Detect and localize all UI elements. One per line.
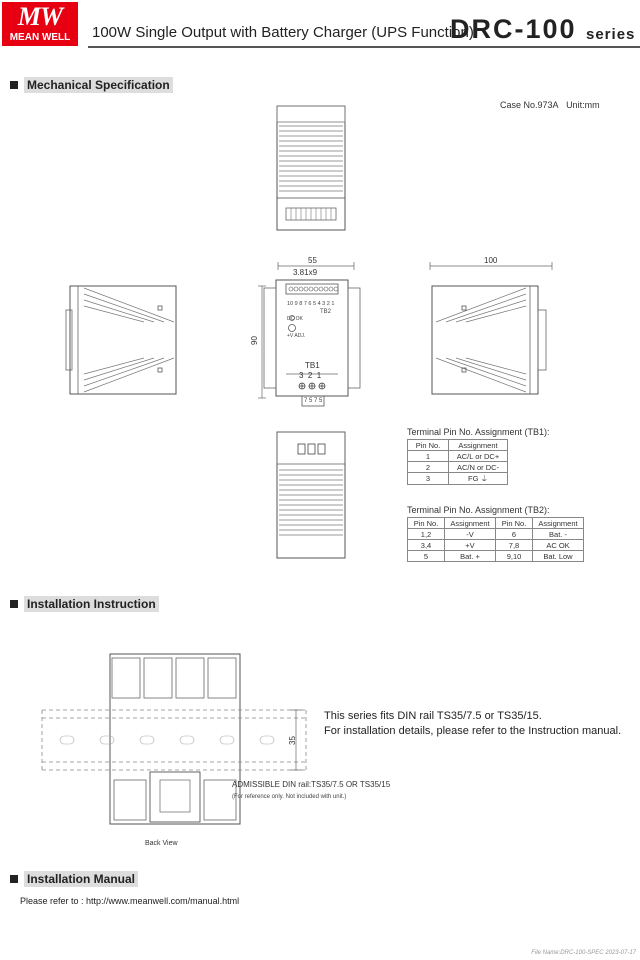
bullet-square	[10, 81, 18, 89]
manual-link-text[interactable]: Please refer to : http://www.meanwell.com/manual.html	[20, 896, 240, 906]
table-cell: AC/L or DC+	[449, 451, 508, 462]
dim-90-line	[258, 284, 266, 400]
table-row	[408, 551, 584, 562]
header-cell: Pin No.	[408, 518, 445, 529]
table-cell: Bat. Low	[533, 551, 584, 562]
table-row	[408, 462, 508, 473]
din-rail-back-view-drawing	[40, 650, 310, 830]
dim-35: 35	[287, 736, 297, 745]
table-cell: AC/N or DC-	[449, 462, 508, 473]
tb1-label: TB1	[305, 361, 320, 370]
dim-pitch: 3.81x9	[293, 268, 318, 277]
table-row	[408, 451, 508, 462]
tb1-table-caption: Terminal Pin No. Assignment (TB1):	[407, 427, 550, 437]
header-cell: Assignment	[449, 440, 508, 451]
tb2-table-caption: Terminal Pin No. Assignment (TB2):	[407, 505, 550, 515]
table-cell: Bat. +	[445, 551, 496, 562]
tb1-pin-numbers: 3 2 1	[299, 371, 322, 380]
right-side-view-drawing	[426, 282, 554, 398]
adj-label: +V ADJ.	[287, 333, 306, 339]
bullet-square	[10, 600, 18, 608]
table-cell: 1,2	[408, 529, 445, 540]
table-cell: 6	[496, 529, 533, 540]
logo-mw-mark: MW	[17, 2, 63, 31]
admissible-din-rail: ADMISSIBLE DIN rail:TS35/7.5 OR TS35/15	[232, 780, 391, 789]
table-cell: AC OK	[533, 540, 584, 551]
tb2-label: TB2	[320, 309, 332, 315]
header-cell: Pin No.	[408, 440, 449, 451]
dim-55: 55	[308, 256, 317, 265]
model-name: DRC-100	[450, 14, 577, 44]
table-cell: 3	[408, 473, 449, 485]
table-header-row	[408, 440, 508, 451]
bottom-view-drawing	[270, 430, 352, 562]
dim-90: 90	[249, 336, 259, 345]
tb2-table	[407, 517, 584, 562]
meanwell-logo	[2, 2, 78, 46]
table-cell: 2	[408, 462, 449, 473]
table-row	[408, 529, 584, 540]
bottom-digits: 7 5 7 5	[304, 398, 323, 404]
table-row	[408, 473, 508, 485]
tb1-table	[407, 439, 508, 485]
table-cell: 7,8	[496, 540, 533, 551]
din-rail-note-line2: For installation details, please refer to the Instruction manual.	[324, 725, 622, 737]
dim-100: 100	[484, 256, 498, 265]
installation-instruction-heading: Installation Instruction	[10, 597, 159, 611]
logo-text: MEAN WELL	[9, 32, 71, 43]
back-view-label: Back View	[145, 840, 178, 847]
reference-note: (For reference only. Not included with unit.)	[232, 794, 347, 800]
table-cell: Bat. -	[533, 529, 584, 540]
mechanical-spec-heading: Mechanical Specification	[10, 78, 173, 92]
header-cell: Pin No.	[496, 518, 533, 529]
table-cell: 1	[408, 451, 449, 462]
installation-manual-heading: Installation Manual	[10, 872, 138, 886]
table-cell: 3,4	[408, 540, 445, 551]
series-label: series	[586, 26, 636, 43]
product-title: 100W Single Output with Battery Charger (UPS Function)	[92, 24, 474, 41]
din-rail-note-line1: This series fits DIN rail TS35/7.5 or TS35/15.	[324, 710, 542, 722]
tb2-pin-numbers: 10 9 8 7 6 5 4 3 2 1	[287, 301, 335, 307]
table-header-row	[408, 518, 584, 529]
table-cell: 9,10	[496, 551, 533, 562]
dc-ok-label: DC OK	[287, 316, 303, 322]
table-cell: 5	[408, 551, 445, 562]
footer-file-name: File Name:DRC-100-SPEC 2023-07-17	[531, 950, 636, 956]
header-cell: Assignment	[445, 518, 496, 529]
table-cell: FG ⏚	[449, 473, 508, 485]
dim-100-line	[428, 262, 554, 270]
top-view-drawing	[270, 104, 352, 234]
front-view-drawing	[262, 278, 362, 408]
header-cell: Assignment	[533, 518, 584, 529]
table-cell: +V	[445, 540, 496, 551]
bullet-square	[10, 875, 18, 883]
case-number: Case No.973A Unit:mm	[500, 100, 600, 110]
header-divider	[88, 46, 640, 48]
table-cell: -V	[445, 529, 496, 540]
left-side-view-drawing	[64, 282, 182, 398]
table-row	[408, 540, 584, 551]
